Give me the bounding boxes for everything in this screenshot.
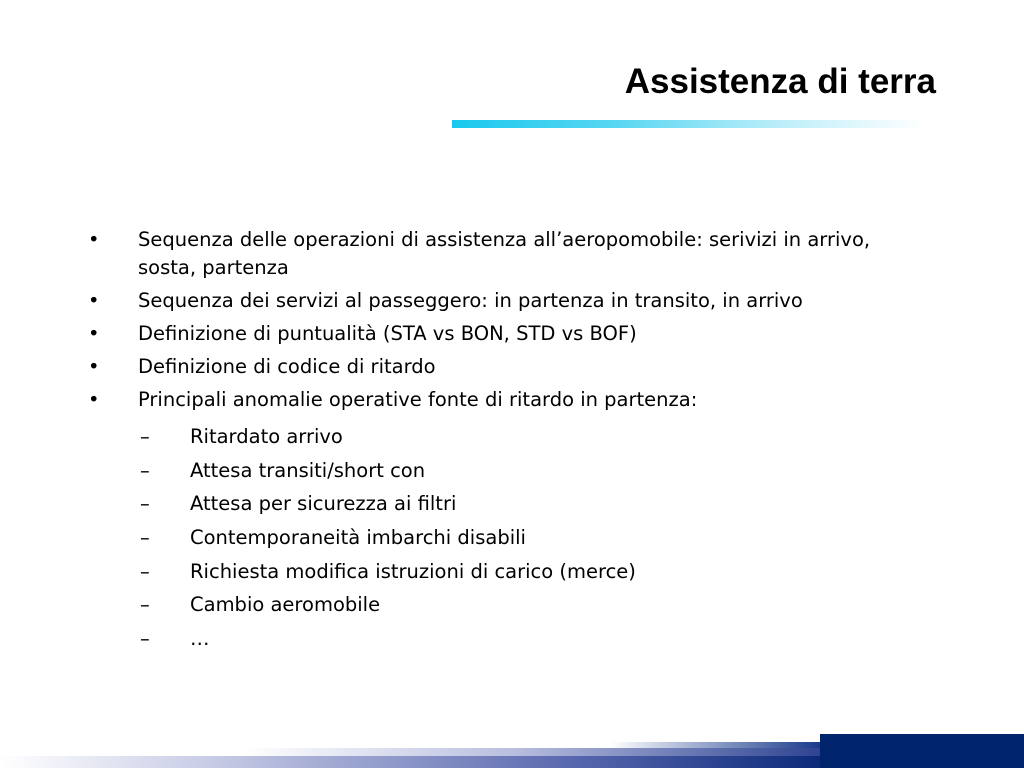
footer-decoration	[0, 732, 1024, 768]
dash-marker: –	[140, 458, 150, 482]
bullet-marker: •	[88, 289, 100, 312]
footer-band-middle	[245, 748, 845, 756]
bullet-text: Definizione di codice di ritardo	[138, 355, 436, 378]
sub-bullet-text: Attesa transiti/short con	[190, 458, 426, 482]
sub-bullet-item	[140, 558, 900, 586]
bullet-text: Principali anomalie operative fonte di ritardo in partenza:	[138, 388, 698, 411]
sub-bullet-list	[140, 423, 900, 659]
bullet-item	[88, 226, 928, 282]
sub-bullet-text: Richiesta modifica istruzioni di carico (merce)	[190, 559, 636, 583]
dash-marker: –	[140, 492, 150, 516]
dash-marker: –	[140, 425, 150, 448]
bullet-list	[88, 226, 928, 419]
bullet-marker: •	[88, 322, 100, 345]
slide-title: Assistenza di terra	[624, 62, 936, 101]
sub-bullet-text: Cambio aeromobile	[190, 593, 381, 617]
sub-bullet-text: Attesa per sicurezza ai filtri	[190, 492, 457, 516]
sub-bullet-item	[140, 524, 900, 552]
sub-bullet-text: Ritardato arrivo	[190, 425, 343, 448]
dash-marker: –	[140, 627, 150, 651]
sub-bullet-text: …	[190, 627, 210, 651]
bullet-marker: •	[88, 388, 100, 411]
bullet-marker: •	[88, 228, 100, 251]
footer-band-top	[610, 742, 820, 748]
bullet-item	[88, 353, 928, 381]
sub-bullet-item	[140, 625, 900, 653]
sub-bullet-item	[140, 591, 900, 619]
bullet-item	[88, 287, 928, 315]
dash-marker: –	[140, 559, 150, 583]
bullet-item	[88, 386, 928, 414]
bullet-text: Sequenza dei servizi al passeggero: in partenza in transito, in arrivo	[138, 289, 803, 312]
dash-marker: –	[140, 593, 150, 617]
dash-marker: –	[140, 526, 150, 550]
footer-band-block	[820, 734, 1024, 768]
bullet-marker: •	[88, 355, 100, 378]
sub-bullet-text: Contemporaneità imbarchi disabili	[190, 526, 526, 550]
sub-bullet-item	[140, 457, 900, 485]
sub-bullet-item	[140, 490, 900, 518]
bullet-item	[88, 320, 928, 348]
sub-bullet-item	[140, 423, 900, 451]
bullet-text: Sequenza delle operazioni di assistenza all’aeropomobile: serivizi in arrivo, sosta, partenza	[138, 228, 871, 279]
bullet-text: Definizione di puntualità (STA vs BON, STD vs BOF)	[138, 322, 637, 345]
